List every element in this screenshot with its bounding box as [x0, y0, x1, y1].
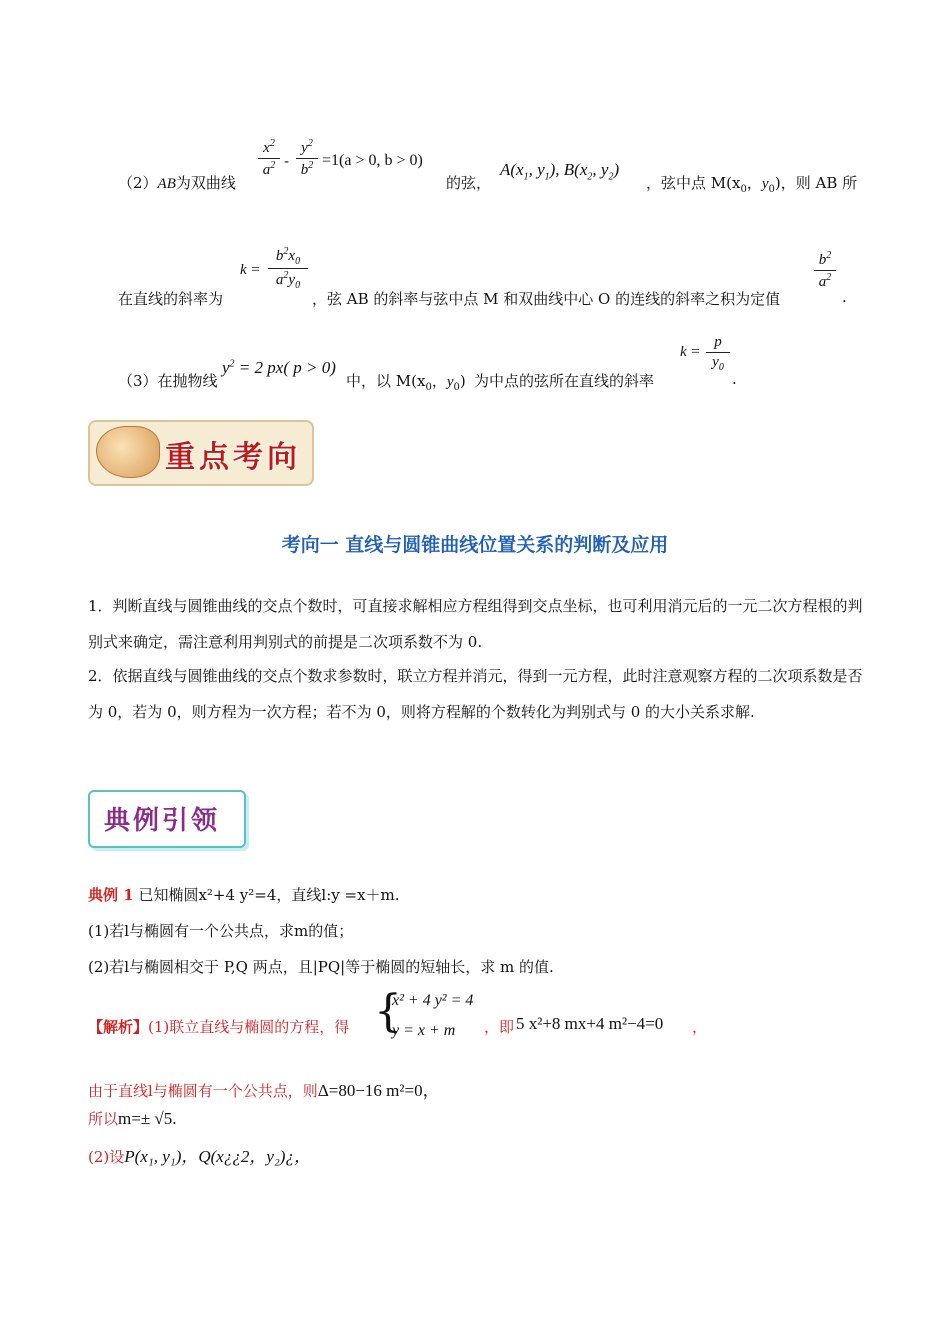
paragraph-2: 2．依据直线与圆锥曲线的交点个数求参数时，联立方程并消元，得到一元方程，此时注意观察方程的二次项系数是否为 0，若为 0，则方程为一次方程；若不为 0，则将方程解的个数转化为判别式与 0 的大小关系求解. [88, 667, 863, 721]
examples-banner [88, 790, 246, 848]
slope-fraction: $b^2x_0$ $a^2y_0$ [268, 246, 308, 291]
quadratic-equation: 5 x²+8 mx+4 m²−4=0 [516, 1014, 664, 1033]
banner-label: 重点考向 [165, 440, 301, 475]
endpoints-ab: $A(x_1$, $y_1$), $B(x_2$, $y_2$) [500, 160, 620, 183]
item3-period: . [732, 370, 737, 388]
example-question-2: (2)若l与椭圆相交于 P,Q 两点，且|PQ|等于椭圆的短轴长，求 m 的值. [88, 958, 554, 976]
system-brace: { [374, 986, 402, 1037]
hyperbola-condition: =1(a > 0, b > 0) [322, 152, 423, 169]
banner-label: 典例引领 [104, 806, 221, 836]
item2-line2-b: ，弦 AB 的斜率与弦中点 M 和双曲线中心 O 的连线的斜率之积为定值 [312, 290, 781, 308]
solution-line-3: 所以m=± √5. [88, 1109, 177, 1128]
solution-after: ，即 [484, 1018, 515, 1036]
item2-prefix: （2）AB为双曲线 [118, 174, 236, 192]
item3-text-b: 为中点的弦所在直线的斜率 [474, 372, 655, 390]
solution-line-4: (2)设P(x₁, y₁)，Q(x¿¿2，y₂)¿， [88, 1147, 311, 1166]
fraction-y2-b2: $y^2$ $b^2$ [296, 138, 318, 179]
key-directions-banner [88, 420, 314, 486]
item2-period: . [842, 288, 847, 306]
solution-line-2: 由于直线l与椭圆有一个公共点，则Δ=80−16 m²=0， [88, 1081, 440, 1100]
solution-intro: 【解析】(1)联立直线与椭圆的方程，得 [88, 1018, 350, 1036]
fraction-x2-a2: $x^2$ $a^2$ [258, 138, 280, 179]
minus-sign: - [284, 152, 290, 170]
constant-fraction: $b^2$ $a^2$ [814, 250, 836, 291]
item3-fraction: p $y_0$ [706, 334, 730, 373]
system-equation-2: y = x + m [392, 1022, 456, 1039]
solution-comma: ， [692, 1018, 708, 1036]
system-equation-1: x² + 4 y² = 4 [392, 992, 474, 1009]
item3-prefix: （3）在抛物线 [118, 372, 218, 390]
item3-k-lhs: k = [680, 344, 701, 360]
example-question-1: (1)若l与椭圆有一个公共点，求m的值； [88, 922, 354, 940]
item2-text-b: 的弦， [446, 174, 492, 192]
seashell-icon [96, 426, 160, 478]
parabola-equation: $y^2 = 2$ px( p > 0) [222, 358, 336, 377]
item2-line2-a: 在直线的斜率为 [118, 290, 224, 308]
section-title: 考向一 直线与圆锥曲线位置关系的判断及应用 [281, 534, 669, 556]
example-stem: 典例 1 已知椭圆x²+4 y²=4，直线l:y =x＋m. [88, 886, 400, 904]
item2-midpoint: ，弦中点 $M(x_0$，$y_0$)，则 AB 所 [646, 174, 858, 195]
item3-text-a: 中，以 $M(x_0$，$y_0$) [346, 372, 471, 393]
slope-k-lhs: k = [240, 262, 261, 278]
paragraph-1: 1．判断直线与圆锥曲线的交点个数时，可直接求解相应方程组得到交点坐标，也可利用消元后的一元二次方程根的判别式来确定，需注意利用判别式的前提是二次项系数不为 0. [88, 597, 863, 651]
